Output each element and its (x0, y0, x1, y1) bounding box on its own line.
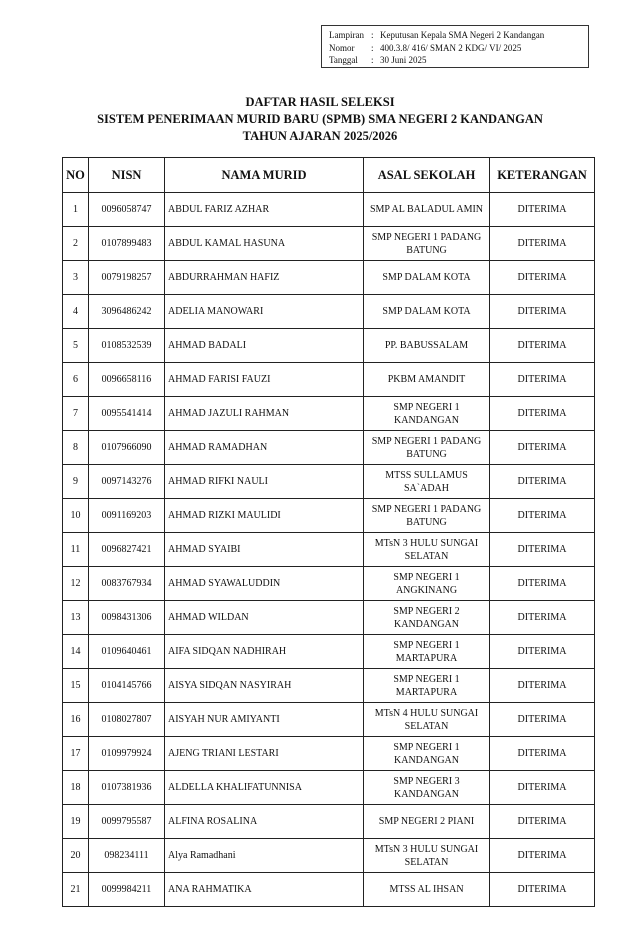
table-row (63, 771, 595, 805)
title-line-3: TAHUN AJARAN 2025/2026 (242, 129, 398, 143)
cell-status: DITERIMA (490, 431, 595, 465)
reference-row-nomor (329, 42, 588, 55)
table-body (63, 193, 595, 907)
table-header-row (63, 158, 595, 193)
cell-name: AISYAH NUR AMIYANTI (165, 703, 364, 737)
cell-no: 10 (63, 499, 89, 533)
cell-school: SMP NEGERI 1 KANDANGAN (364, 397, 490, 431)
cell-name: ADELIA MANOWARI (165, 295, 364, 329)
cell-no: 3 (63, 261, 89, 295)
reference-key: Tanggal (329, 55, 358, 65)
cell-name: AISYA SIDQAN NASYIRAH (165, 669, 364, 703)
cell-school: PKBM AMANDIT (364, 363, 490, 397)
reference-key: Lampiran (329, 30, 364, 40)
header-no: NO (63, 158, 89, 193)
table-row (63, 669, 595, 703)
cell-school: MTSS AL IHSAN (364, 873, 490, 907)
cell-status: DITERIMA (490, 737, 595, 771)
cell-name: AHMAD RIFKI NAULI (165, 465, 364, 499)
cell-school: MTsN 3 HULU SUNGAI SELATAN (364, 533, 490, 567)
cell-nisn: 0109979924 (89, 737, 165, 771)
cell-status: DITERIMA (490, 227, 595, 261)
cell-nisn: 0091169203 (89, 499, 165, 533)
reference-value: Keputusan Kepala SMA Negeri 2 Kandangan (380, 30, 545, 40)
header-school: ASAL SEKOLAH (364, 158, 490, 193)
cell-status: DITERIMA (490, 839, 595, 873)
table-row (63, 533, 595, 567)
cell-nisn: 0096658116 (89, 363, 165, 397)
table-row (63, 703, 595, 737)
table-row (63, 635, 595, 669)
cell-no: 1 (63, 193, 89, 227)
cell-no: 5 (63, 329, 89, 363)
reference-key: Nomor (329, 42, 355, 53)
cell-nisn: 0107899483 (89, 227, 165, 261)
cell-status: DITERIMA (490, 499, 595, 533)
cell-no: 17 (63, 737, 89, 771)
cell-name: ABDURRAHMAN HAFIZ (165, 261, 364, 295)
cell-name: AHMAD SYAWALUDDIN (165, 567, 364, 601)
cell-status: DITERIMA (490, 295, 595, 329)
cell-status: DITERIMA (490, 329, 595, 363)
cell-nisn: 0098431306 (89, 601, 165, 635)
reference-value: 30 Juni 2025 (380, 55, 427, 65)
document-title (0, 94, 640, 145)
header-nisn: NISN (89, 158, 165, 193)
table-row (63, 499, 595, 533)
cell-nisn: 098234111 (89, 839, 165, 873)
cell-nisn: 0099984211 (89, 873, 165, 907)
cell-status: DITERIMA (490, 397, 595, 431)
cell-status: DITERIMA (490, 601, 595, 635)
cell-name: AHMAD WILDAN (165, 601, 364, 635)
cell-school: SMP NEGERI 1 PADANG BATUNG (364, 431, 490, 465)
reference-box (321, 25, 589, 68)
cell-school: SMP DALAM KOTA (364, 261, 490, 295)
table-row (63, 295, 595, 329)
cell-status: DITERIMA (490, 567, 595, 601)
table-row (63, 805, 595, 839)
cell-nisn: 0095541414 (89, 397, 165, 431)
table-row (63, 227, 595, 261)
cell-name: AHMAD BADALI (165, 329, 364, 363)
cell-name: ABDUL FARIZ AZHAR (165, 193, 364, 227)
cell-school: SMP NEGERI 1 PADANG BATUNG (364, 499, 490, 533)
cell-no: 8 (63, 431, 89, 465)
cell-school: SMP NEGERI 1 MARTAPURA (364, 669, 490, 703)
cell-name: ALDELLA KHALIFATUNNISA (165, 771, 364, 805)
cell-no: 6 (63, 363, 89, 397)
cell-name: AHMAD SYAIBI (165, 533, 364, 567)
cell-no: 9 (63, 465, 89, 499)
cell-name: ANA RAHMATIKA (165, 873, 364, 907)
cell-nisn: 0104145766 (89, 669, 165, 703)
cell-nisn: 0083767934 (89, 567, 165, 601)
cell-nisn: 0109640461 (89, 635, 165, 669)
cell-no: 7 (63, 397, 89, 431)
cell-name: Alya Ramadhani (165, 839, 364, 873)
table-row (63, 567, 595, 601)
cell-school: SMP NEGERI 1 MARTAPURA (364, 635, 490, 669)
cell-status: DITERIMA (490, 533, 595, 567)
table-row (63, 737, 595, 771)
table-row (63, 261, 595, 295)
cell-name: AJENG TRIANI LESTARI (165, 737, 364, 771)
cell-no: 15 (63, 669, 89, 703)
cell-no: 21 (63, 873, 89, 907)
cell-no: 18 (63, 771, 89, 805)
cell-school: SMP NEGERI 1 KANDANGAN (364, 737, 490, 771)
cell-nisn: 0099795587 (89, 805, 165, 839)
reference-colon: : (371, 55, 374, 65)
cell-status: DITERIMA (490, 635, 595, 669)
cell-name: ABDUL KAMAL HASUNA (165, 227, 364, 261)
table-row (63, 873, 595, 907)
cell-school: SMP NEGERI 1 PADANG BATUNG (364, 227, 490, 261)
cell-school: MTSS SULLAMUS SA`ADAH (364, 465, 490, 499)
table-row (63, 601, 595, 635)
cell-status: DITERIMA (490, 261, 595, 295)
cell-school: SMP NEGERI 2 PIANI (364, 805, 490, 839)
cell-nisn: 3096486242 (89, 295, 165, 329)
cell-nisn: 0107381936 (89, 771, 165, 805)
cell-no: 13 (63, 601, 89, 635)
cell-name: AHMAD RAMADHAN (165, 431, 364, 465)
title-line-2: SISTEM PENERIMAAN MURID BARU (SPMB) SMA NEGERI 2 KANDANGAN (97, 112, 543, 126)
cell-name: AHMAD RIZKI MAULIDI (165, 499, 364, 533)
cell-nisn: 0108027807 (89, 703, 165, 737)
reference-colon: : (371, 42, 374, 53)
cell-no: 12 (63, 567, 89, 601)
cell-nisn: 0108532539 (89, 329, 165, 363)
cell-nisn: 0079198257 (89, 261, 165, 295)
cell-school: MTsN 4 HULU SUNGAI SELATAN (364, 703, 490, 737)
cell-no: 20 (63, 839, 89, 873)
cell-school: SMP AL BALADUL AMIN (364, 193, 490, 227)
cell-nisn: 0096058747 (89, 193, 165, 227)
cell-school: PP. BABUSSALAM (364, 329, 490, 363)
header-name: NAMA MURID (165, 158, 364, 193)
cell-nisn: 0096827421 (89, 533, 165, 567)
cell-school: SMP DALAM KOTA (364, 295, 490, 329)
cell-status: DITERIMA (490, 669, 595, 703)
cell-status: DITERIMA (490, 805, 595, 839)
cell-name: ALFINA ROSALINA (165, 805, 364, 839)
cell-nisn: 0097143276 (89, 465, 165, 499)
cell-no: 16 (63, 703, 89, 737)
cell-no: 14 (63, 635, 89, 669)
reference-row-tanggal (329, 54, 588, 67)
cell-school: MTsN 3 HULU SUNGAI SELATAN (364, 839, 490, 873)
cell-no: 11 (63, 533, 89, 567)
cell-nisn: 0107966090 (89, 431, 165, 465)
cell-school: SMP NEGERI 3 KANDANGAN (364, 771, 490, 805)
cell-status: DITERIMA (490, 193, 595, 227)
table-row (63, 397, 595, 431)
header-status: KETERANGAN (490, 158, 595, 193)
cell-school: SMP NEGERI 1 ANGKINANG (364, 567, 490, 601)
results-table (62, 157, 595, 907)
cell-status: DITERIMA (490, 703, 595, 737)
cell-status: DITERIMA (490, 465, 595, 499)
title-line-1: DAFTAR HASIL SELEKSI (245, 95, 395, 109)
cell-school: SMP NEGERI 2 KANDANGAN (364, 601, 490, 635)
cell-status: DITERIMA (490, 771, 595, 805)
cell-no: 19 (63, 805, 89, 839)
cell-status: DITERIMA (490, 363, 595, 397)
cell-status: DITERIMA (490, 873, 595, 907)
cell-name: AHMAD FARISI FAUZI (165, 363, 364, 397)
reference-row-lampiran (329, 29, 588, 42)
cell-no: 4 (63, 295, 89, 329)
table-row (63, 193, 595, 227)
table-row (63, 839, 595, 873)
reference-value: 400.3.8/ 416/ SMAN 2 KDG/ VI/ 2025 (380, 42, 522, 53)
table-row (63, 329, 595, 363)
cell-name: AIFA SIDQAN NADHIRAH (165, 635, 364, 669)
table-row (63, 363, 595, 397)
reference-colon: : (371, 30, 374, 40)
table-row (63, 465, 595, 499)
cell-no: 2 (63, 227, 89, 261)
table-row (63, 431, 595, 465)
cell-name: AHMAD JAZULI RAHMAN (165, 397, 364, 431)
